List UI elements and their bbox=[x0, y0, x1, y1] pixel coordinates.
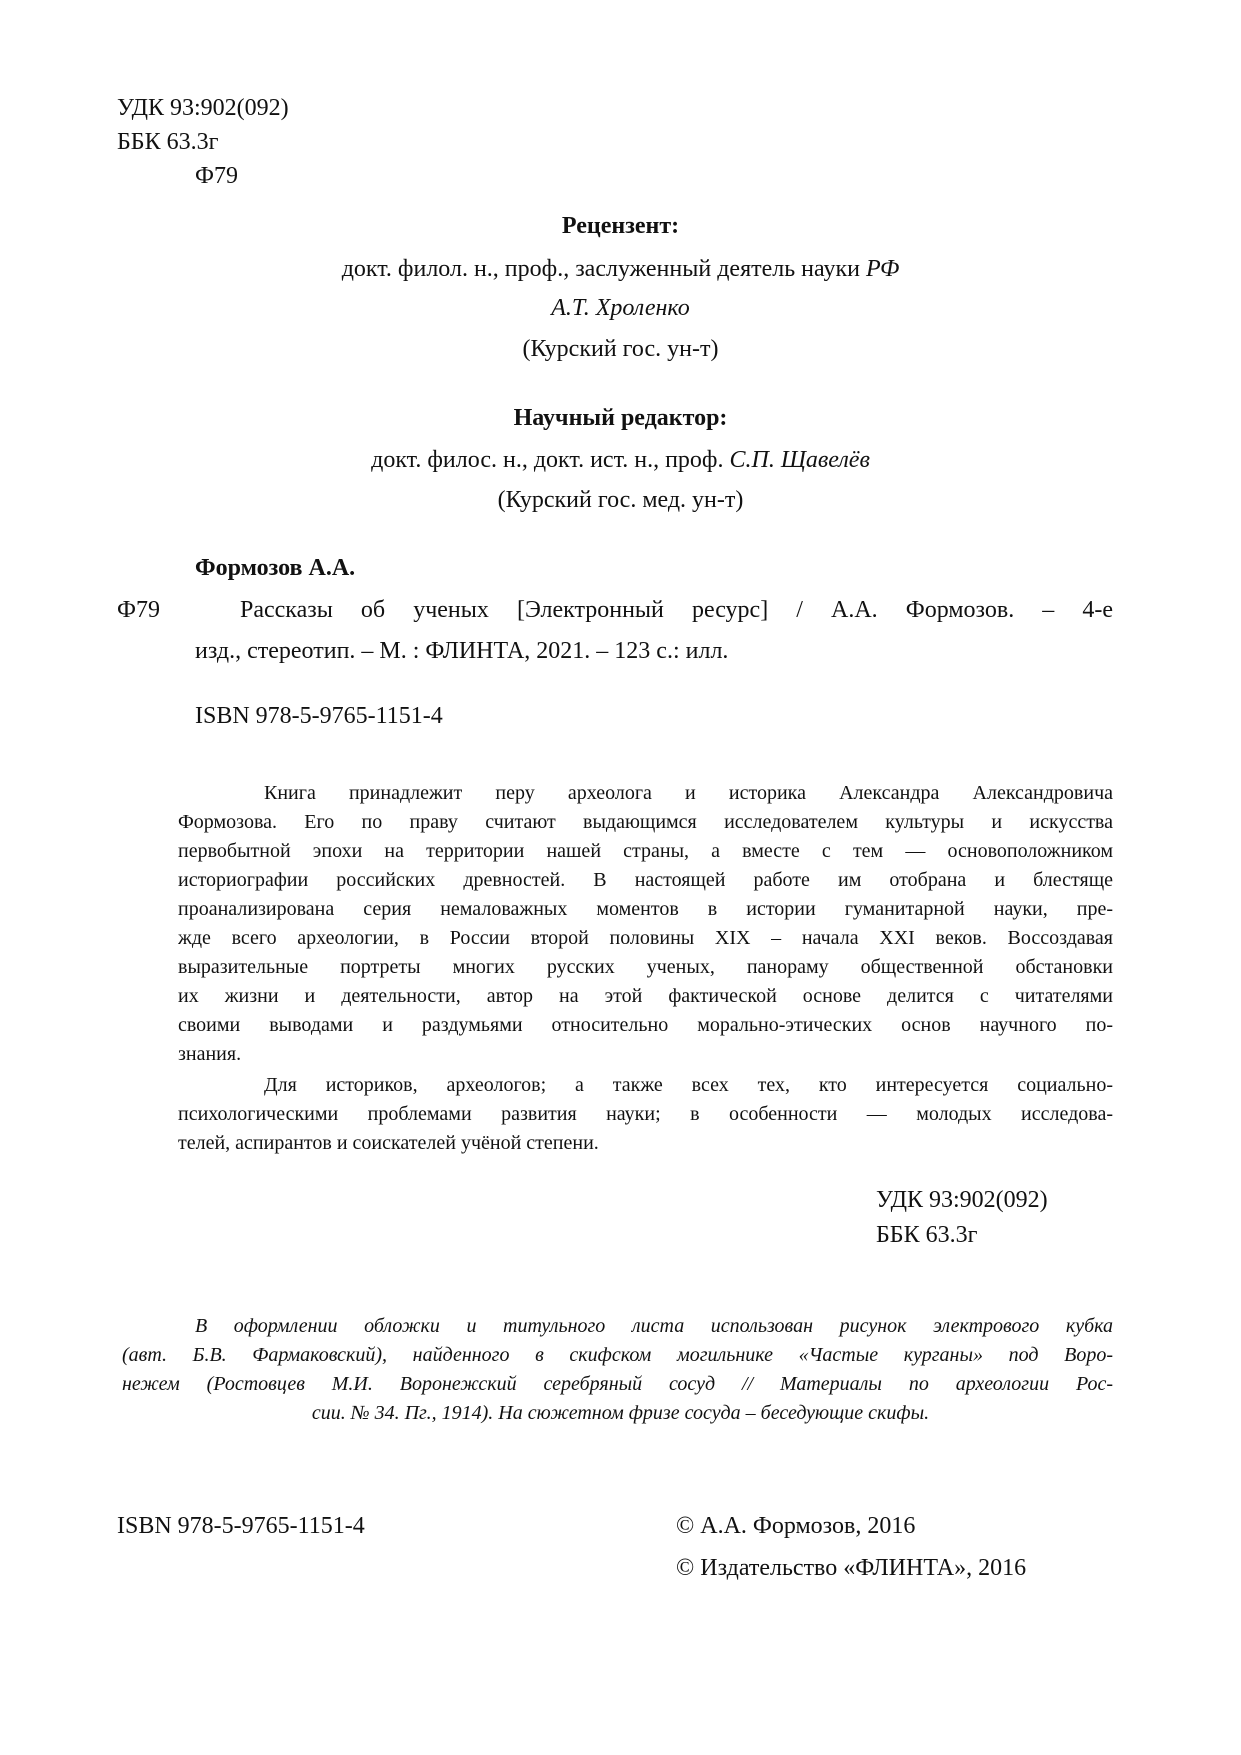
copyright-publisher: © Издательство «ФЛИНТА», 2016 bbox=[676, 1555, 1027, 1581]
annotation-line: историографии российских древностей. В настоящей работе им отобрана и блестяще bbox=[178, 869, 1113, 891]
reviewer-credentials bbox=[0, 253, 1241, 285]
catalog-entry-line-1: Рассказы об ученых [Электронный ресурс] / А.А. Формозов. – 4-е bbox=[240, 597, 1113, 623]
catalog-code: Ф79 bbox=[117, 597, 160, 623]
reviewer-heading: Рецензент: bbox=[561, 213, 680, 239]
annotation-line: телей, аспирантов и соискателей учёной степени. bbox=[178, 1132, 599, 1154]
catalog-isbn: ISBN 978-5-9765-1151-4 bbox=[195, 703, 443, 729]
editor-affiliation: (Курский гос. мед. ун-т) bbox=[497, 487, 744, 513]
cover-note-line: (авт. Б.В. Фармаковский), найденного в скифском могильнике «Частые курганы» под Воро- bbox=[122, 1344, 1113, 1366]
reviewer-credentials-text: докт. филол. н., проф., заслуженный деятель науки bbox=[341, 256, 866, 282]
annotation-line: своими выводами и раздумьями относительно морально-этических основ научного по- bbox=[178, 1014, 1113, 1036]
annotation-line: Формозова. Его по праву считают выдающимся исследователем культуры и искусства bbox=[178, 811, 1113, 833]
reviewer-name: А.Т. Хроленко bbox=[551, 295, 690, 321]
udk-code: УДК 93:902(092) bbox=[117, 95, 289, 121]
annotation-line: первобытной эпохи на территории нашей страны, а вместе с тем — основоположником bbox=[178, 840, 1113, 862]
annotation-line: знания. bbox=[178, 1043, 242, 1065]
catalog-entry-line-2: изд., стереотип. – М. : ФЛИНТА, 2021. – 123 с.: илл. bbox=[195, 638, 729, 664]
editor-credentials bbox=[0, 444, 1241, 476]
catalog-author: Формозов А.А. bbox=[195, 555, 356, 581]
author-mark: Ф79 bbox=[195, 163, 238, 189]
annotation-line: Книга принадлежит перу археолога и историка Александра Александровича bbox=[264, 782, 1113, 804]
reviewer-credentials-rf: РФ bbox=[865, 256, 900, 282]
footer-isbn: ISBN 978-5-9765-1151-4 bbox=[117, 1513, 365, 1539]
annotation-line: проанализирована серия немаловажных моментов в истории гуманитарной науки, пре- bbox=[178, 898, 1113, 920]
editor-credentials-text: докт. филос. н., докт. ист. н., проф. bbox=[371, 447, 730, 473]
cover-note-line: В оформлении обложки и титульного листа использован рисунок электрового кубка bbox=[195, 1315, 1113, 1337]
editor-heading: Научный редактор: bbox=[513, 405, 728, 431]
annotation-line: выразительные портреты многих русских ученых, панораму общественной обстановки bbox=[178, 956, 1113, 978]
copyright-author: © А.А. Формозов, 2016 bbox=[676, 1513, 916, 1539]
annotation-line: психологическими проблемами развития науки; в особенности — молодых исследова- bbox=[178, 1103, 1113, 1125]
bbk-code: ББК 63.3г bbox=[117, 129, 219, 155]
annotation-line: их жизни и деятельности, автор на этой фактической основе делится с читателями bbox=[178, 985, 1113, 1007]
cover-note-line: сии. № 34. Пг., 1914). На сюжетном фризе сосуда – беседующие скифы. bbox=[311, 1402, 930, 1424]
bbk-code-bottom: ББК 63.3г bbox=[876, 1222, 978, 1248]
editor-name: С.П. Щавелёв bbox=[729, 447, 870, 473]
cover-note-line: нежем (Ростовцев М.И. Воронежский серебряный сосуд // Материалы по археологии Рос- bbox=[122, 1373, 1113, 1395]
reviewer-affiliation: (Курский гос. ун-т) bbox=[522, 336, 719, 362]
annotation-line: жде всего археологии, в России второй половины XIX – начала XXI веков. Воссоздавая bbox=[178, 927, 1113, 949]
udk-code-bottom: УДК 93:902(092) bbox=[876, 1187, 1048, 1213]
annotation-line: Для историков, археологов; а также всех тех, кто интересуется социально- bbox=[264, 1074, 1113, 1096]
